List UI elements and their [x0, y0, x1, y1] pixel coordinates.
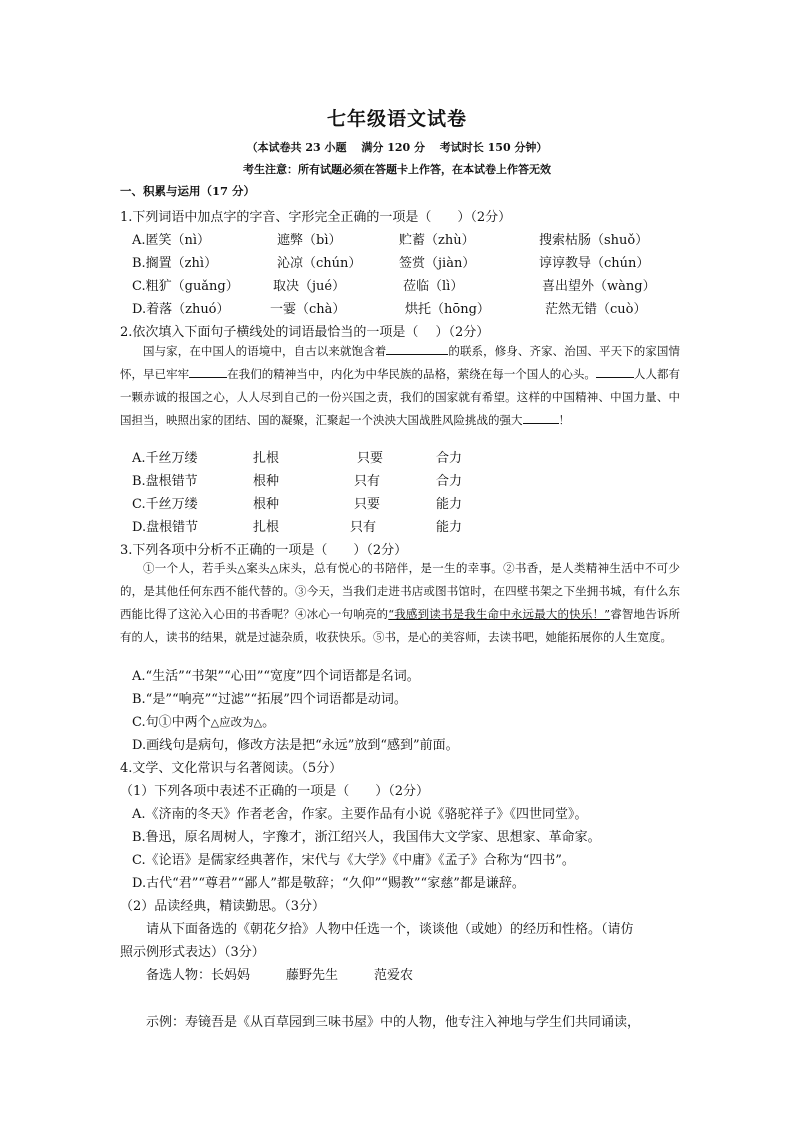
q2-option: 合力: [436, 451, 463, 466]
passage-text: 床头，总有悦心的书陪伴，是一生的幸事。②书香，是人类精神生活中不可少的，是其他任何东西不能代替的。③今天，当我们走进书店或图书馆时，在四壁书架之下坐拥书城，有什么东西能比得了这沁入心田的书香呢？④冰心一句响亮的: [120, 561, 680, 621]
question-4-sub1: （1）下列各项中表述不正确的一项是（ ）（2分）: [120, 784, 430, 799]
question-4-sub2-text: 照示例形式表达）（3分）: [120, 945, 265, 960]
q2-option: 能力: [436, 520, 463, 535]
q2-option: 只有: [354, 474, 381, 489]
q2-option: 只要: [354, 497, 381, 512]
triangle-mark: △: [210, 716, 220, 729]
q2-option: 扎根: [253, 451, 280, 466]
q4-option-d: D.古代“君”“尊君”“鄙人”都是敬辞；“久仰”“赐教”“家慈”都是谦辞。: [132, 876, 525, 891]
q1-option: 搜索枯肠（shuǒ）: [539, 233, 649, 248]
q3-option-d: D.画线句是病句，修改方法是把“永远”放到“感到”前面。: [132, 738, 459, 753]
passage-text: ！: [558, 413, 570, 427]
passage-text: 在我们的精神当中，内化为中华民族的品格，萦绕在每一个国人的心头。: [227, 367, 596, 381]
q1-option: 遮弊（bì）: [277, 233, 342, 248]
triangle-mark: △: [269, 562, 279, 575]
q1-option: 莅临（lì）: [403, 279, 464, 294]
underlined-sentence: “我感到读书是我生命中永远最大的快乐！”: [388, 607, 611, 621]
candidate: 藤野先生: [286, 968, 339, 983]
option-text: 应改为: [219, 715, 254, 729]
fill-blank: [189, 365, 227, 378]
q4-option-b: B.鲁迅，原名周树人，字豫才，浙江绍兴人，我国伟大文学家、思想家、革命家。: [132, 830, 601, 845]
example-text: 示例：寿镜吾是《从百草园到三味书屋》中的人物，他专注入神地与学生们共同诵读，: [146, 1015, 641, 1030]
passage-text: 睿智地告诉所有的人，读书的结果，就是过滤杂质，收获快乐。⑤书，是心的美容师，去读书吧，她能拓展你的人生宽度。: [120, 607, 681, 644]
question-4-sub2-text: 请从下面备选的《朝花夕拾》人物中任选一个，谈谈他（或她）的经历和性格。（请仿: [146, 922, 634, 937]
triangle-mark: △: [237, 562, 247, 575]
q3-option-b: B.“是”“响亮”“过滤”“拓展”四个词语都是动词。: [132, 692, 407, 707]
option-text: C.句①中两个: [132, 715, 211, 730]
q1-option: C.粗犷（guǎng）: [132, 279, 239, 294]
q1-option: 取决（jué）: [273, 279, 346, 294]
q1-option: 谆谆教导（chún）: [539, 256, 650, 271]
passage-text: 人人都有一颗赤诚的报国之心，人人尽到自己的一份兴国之责，我们的国家就有希望。这样的中国精神、中国力量、中国担当，映照出家的团结、国的凝聚，汇聚起一个泱泱大国战胜风险挑战的强大: [120, 367, 680, 427]
q1-option: 沁凉（chún）: [277, 256, 362, 271]
q1-option: 茫然无错（cuò）: [545, 302, 647, 317]
page-title: 七年级语文试卷: [326, 108, 467, 130]
q2-option: 合力: [436, 474, 463, 489]
exam-info: （本试卷共 23 小题 满分 120 分 考试时长 150 分钟）: [246, 141, 548, 154]
q1-option: 喜出望外（wàng）: [542, 279, 656, 294]
q1-option: 一霎（chà）: [270, 302, 346, 317]
q1-option: D.着落（zhuó）: [132, 302, 230, 317]
candidate: 备选人物：长妈妈: [146, 968, 251, 983]
passage-text: 案头: [246, 561, 270, 575]
q2-option: 扎根: [253, 520, 280, 535]
question-3-passage: [120, 557, 680, 649]
q1-option: 烘托（hōng）: [405, 302, 490, 317]
fill-blank: [523, 411, 559, 424]
triangle-mark: △: [253, 716, 263, 729]
q4-option-c: C.《论语》是儒家经典著作，宋代与《大学》《中庸》《孟子》合称为“四书”。: [132, 853, 575, 868]
question-3-stem: 3.下列各项中分析不正确的一项是（ ）（2分）: [120, 543, 408, 558]
passage-text: ①一个人，若手头: [143, 561, 238, 575]
q2-option: B.盘根错节: [132, 474, 198, 489]
q1-option: B.搁置（zhì）: [132, 256, 218, 271]
option-text: 。: [262, 715, 276, 730]
candidate: 范爱农: [374, 968, 414, 983]
question-4-stem: 4.文学、文化常识与名著阅读。（5分）: [120, 761, 343, 776]
q2-option: 只有: [350, 520, 377, 535]
q1-option: 贮蓄（zhù）: [399, 233, 475, 248]
q2-option: 根种: [253, 474, 280, 489]
fill-blank: [596, 365, 634, 378]
fill-blank: [386, 342, 448, 355]
candidate-list: [146, 964, 413, 983]
q4-option-a: A.《济南的冬天》作者老舍，作家。主要作品有小说《骆驼祥子》《四世同堂》。: [132, 807, 588, 822]
exam-notice: 考生注意：所有试题必须在答题卡上作答，在本试卷上作答无效: [243, 163, 551, 176]
q1-option: 签赏（jiàn）: [399, 256, 476, 271]
q3-option-a: A.“生活”“书架”“心田”“宽度”四个词语都是名词。: [132, 669, 420, 684]
q2-option: C.千丝万缕: [132, 497, 198, 512]
question-4-sub2: （2）品读经典，精读勤思。（3分）: [120, 899, 326, 914]
q2-option: 能力: [436, 497, 463, 512]
q2-option: A.千丝万缕: [132, 451, 198, 466]
q2-option: D.盘根错节: [132, 520, 199, 535]
question-1-stem: 1.下列词语中加点字的字音、字形完全正确的一项是（ ）（2分）: [120, 210, 512, 225]
passage-text: 的联系，修身、齐家、治国、平天下的家国情怀，早已牢牢: [120, 344, 681, 381]
q3-option-c: [132, 711, 275, 730]
question-2-passage: [120, 340, 680, 432]
section-heading: 一、积累与运用（17 分）: [120, 184, 256, 198]
q1-option: A.匿笑（nì）: [132, 233, 211, 248]
q2-option: 根种: [253, 497, 280, 512]
question-2-stem: 2.依次填入下面句子横线处的词语最恰当的一项是（ ）（2分）: [120, 325, 490, 340]
q2-option: 只要: [357, 451, 384, 466]
passage-text: 国与家，在中国人的语境中，自古以来就饱含着: [143, 344, 387, 358]
